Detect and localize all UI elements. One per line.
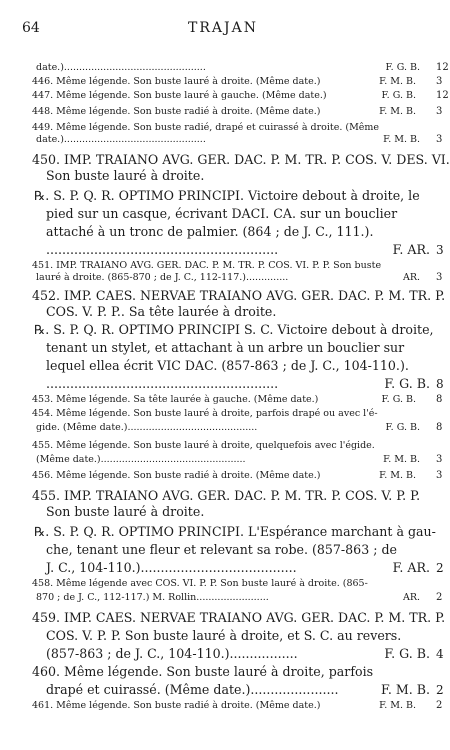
line-text: 870 ; de J. C., 112-117.) M. Rollin........................ — [36, 592, 269, 603]
text-line — [32, 206, 430, 222]
text-line — [32, 542, 430, 558]
text-line — [32, 578, 416, 590]
collection-ref: F. G. B. — [384, 646, 430, 661]
collection-ref: F. G. B. — [381, 394, 416, 405]
line-text: (Même date.)................................................ — [36, 454, 246, 465]
text-line — [32, 560, 430, 576]
text-line — [32, 376, 430, 392]
text-line — [32, 272, 420, 284]
text-line — [32, 152, 450, 168]
text-line — [32, 628, 430, 644]
text-line — [32, 488, 421, 504]
margin-number: 3 — [436, 243, 444, 257]
line-text: 459. IMP. CAES. NERVAE TRAIANO AVG. GER. DAC. P. M. TR. P. — [32, 610, 446, 625]
margin-number: 8 — [436, 394, 443, 405]
margin-number: 3 — [436, 106, 443, 117]
margin-number: 3 — [436, 134, 443, 145]
line-text: che, tenant une fleur et relevant sa robe. (857-863 ; de — [46, 542, 397, 557]
line-text: J. C., 104-110.)....................................... — [46, 560, 297, 575]
collection-ref: AR. — [402, 592, 420, 603]
text-line — [32, 340, 430, 356]
line-text: Son buste lauré à droite. — [46, 168, 205, 183]
margin-number: 12 — [436, 90, 449, 101]
text-line — [32, 242, 430, 258]
margin-number: 8 — [436, 377, 444, 391]
collection-ref: AR. — [402, 272, 420, 283]
text-line — [32, 62, 420, 74]
line-text: attaché à un tronc de palmier. (864 ; de J. C., 111.). — [46, 224, 374, 239]
text-line — [32, 76, 416, 88]
margin-number: 3 — [436, 470, 443, 481]
line-text: 451. IMP. TRAIANO AVG. GER. DAC. P. M. TR. P. COS. VI. P. P. Son buste — [32, 260, 382, 271]
line-text: 453. Même légende. Sa tête laurée à gauche. (Même date.) — [32, 394, 319, 405]
line-text: 446. Même légende. Son buste lauré à droite. (Même date.) — [32, 76, 321, 87]
line-text: 456. Même légende. Son buste radié à droite. (Même date.) — [32, 470, 321, 481]
text-line — [32, 188, 418, 204]
text-line — [32, 454, 420, 466]
line-text: COS. V. P. P.. Sa tête laurée à droite. — [46, 304, 277, 319]
line-text: COS. V. P. P. Son buste lauré à droite, et S. C. au revers. — [46, 628, 402, 643]
text-line — [32, 224, 430, 240]
line-text: 448. Même légende. Son buste radié à droite. (Même date.) — [32, 106, 321, 117]
collection-ref: F. G. B. — [385, 422, 420, 433]
line-text: 454. Même légende. Son buste lauré à droite, parfois drapé ou avec l'é- — [32, 408, 378, 419]
line-text: 455. IMP. TRAIANO AVG. GER. DAC. P. M. TR. P. COS. V. P. P. — [32, 488, 421, 503]
line-text: tenant un stylet, et attachant à un arbre un bouclier sur — [46, 340, 405, 355]
line-text: gide. (Même date.)........................................... — [36, 422, 258, 433]
collection-ref: F. G. B. — [381, 90, 416, 101]
collection-ref: F. G. B. — [385, 62, 420, 73]
text-line — [32, 470, 416, 482]
margin-number: 3 — [436, 454, 443, 465]
collection-ref: F. AR. — [392, 560, 430, 575]
line-text: 452. IMP. CAES. NERVAE TRAIANO AVG. GER. DAC. P. M. TR. P. — [32, 288, 446, 303]
collection-ref: F. M. B. — [383, 454, 420, 465]
line-text: date.)............................................... — [36, 134, 206, 145]
margin-number: 3 — [436, 272, 443, 283]
text-line — [32, 90, 416, 102]
text-line — [32, 504, 430, 520]
text-line — [32, 358, 430, 374]
text-line — [32, 440, 416, 452]
collection-ref: F. M. B. — [381, 682, 430, 697]
collection-ref: F. M. B. — [379, 76, 416, 87]
collection-ref: F. M. B. — [379, 470, 416, 481]
line-text: .......................................................... — [46, 242, 279, 257]
line-text: (857-863 ; de J. C., 104-110.)................. — [46, 646, 298, 661]
line-text: pied sur un casque, écrivant DACI. CA. sur un bouclier — [46, 206, 398, 221]
line-text: 461. Même légende. Son buste radié à droite. (Même date.) — [32, 700, 321, 711]
collection-ref: F. M. B. — [379, 106, 416, 117]
text-line — [32, 122, 416, 134]
text-line — [32, 288, 446, 304]
margin-number: 2 — [436, 592, 443, 603]
margin-number: 3 — [436, 76, 443, 87]
collection-ref: F. AR. — [392, 242, 430, 257]
line-text: Son buste lauré à droite. — [46, 504, 205, 519]
text-line — [32, 134, 420, 146]
text-line — [32, 322, 434, 338]
line-text: drapé et cuirassé. (Même date.)...................... — [46, 682, 339, 697]
line-text: lauré à droite. (865-870 ; de J. C., 112-117.).............. — [36, 272, 289, 283]
line-text: 450. IMP. TRAIANO AVG. GER. DAC. P. M. TR. P. COS. V. DES. VI. — [32, 152, 450, 167]
line-text: date.)............................................... — [36, 62, 206, 73]
margin-number: 8 — [436, 422, 443, 433]
text-line — [32, 610, 446, 626]
text-line — [32, 664, 416, 680]
line-text: ℞. S. P. Q. R. OPTIMO PRINCIPI. L'Espérance marchant à gau- — [34, 524, 436, 539]
collection-ref: F. M. B. — [379, 700, 416, 711]
line-text: lequel ellea écrit VIC DAC. (857-863 ; de J. C., 104-110.). — [46, 358, 409, 373]
text-line — [32, 304, 430, 320]
margin-number: 12 — [436, 62, 449, 73]
text-line — [32, 106, 416, 118]
line-text: ℞. S. P. Q. R. OPTIMO PRINCIPI S. C. Victoire debout à droite, — [34, 322, 434, 337]
line-text: 460. Même légende. Son buste lauré à droite, parfois — [32, 664, 374, 679]
text-line — [32, 408, 416, 420]
page-number: 64 — [22, 20, 40, 36]
line-text: 458. Même légende avec COS. VI. P. P. Son buste lauré à droite. (865- — [32, 578, 368, 589]
running-title: TRAJAN — [188, 20, 258, 36]
text-line — [32, 524, 436, 540]
text-line — [32, 422, 420, 434]
text-line — [32, 168, 430, 184]
line-text: 455. Même légende. Son buste lauré à droite, quelquefois avec l'égide. — [32, 440, 375, 451]
collection-ref: F. G. B. — [384, 376, 430, 391]
margin-number: 2 — [436, 683, 444, 697]
text-line — [32, 700, 416, 712]
line-text: ℞. S. P. Q. R. OPTIMO PRINCIPI. Victoire debout à droite, le — [34, 188, 420, 203]
line-text: 447. Même légende. Son buste lauré à gauche. (Même date.) — [32, 90, 327, 101]
text-line — [32, 260, 416, 272]
line-text: .......................................................... — [46, 376, 279, 391]
margin-number: 4 — [436, 647, 444, 661]
margin-number: 2 — [436, 700, 443, 711]
line-text: 449. Même légende. Son buste radié, drapé et cuirassé à droite. (Même — [32, 122, 380, 133]
text-line — [32, 394, 416, 406]
collection-ref: F. M. B. — [383, 134, 420, 145]
text-line — [32, 646, 430, 662]
text-line — [32, 592, 420, 604]
margin-number: 2 — [436, 561, 444, 575]
text-line — [32, 682, 430, 698]
